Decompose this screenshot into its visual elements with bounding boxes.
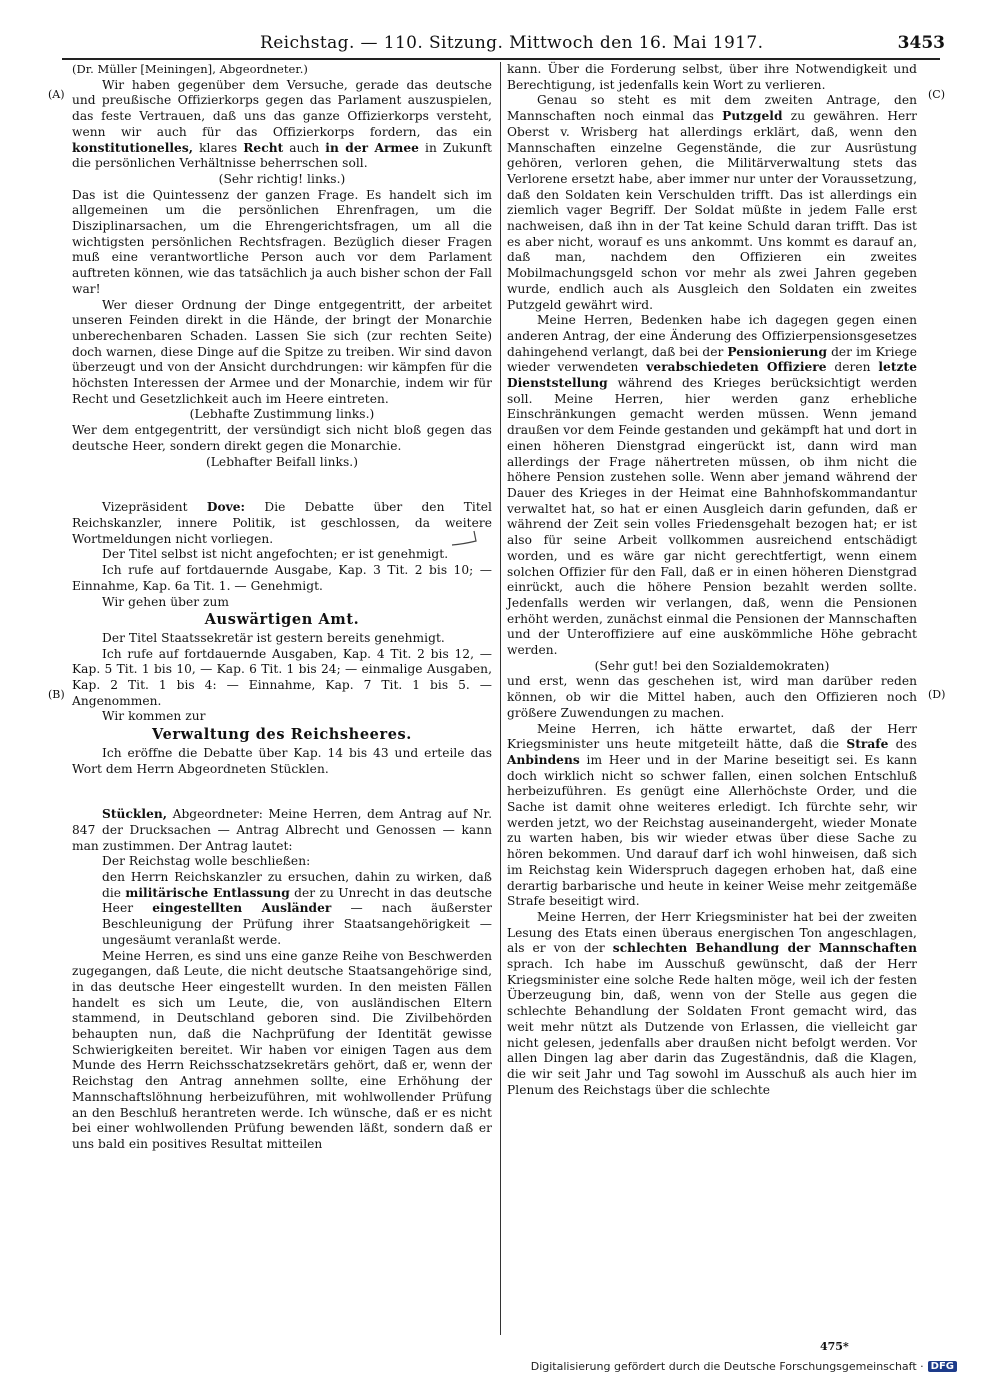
paragraph: Der Titel Staatssekretär ist gestern bereits genehmigt. (102, 630, 445, 645)
section-heading: Verwaltung des Reichsheeres. (152, 726, 412, 744)
paragraph: kann. Über die Forderung selbst, über ihre Notwendigkeit und Berechtigung, ist jedenfalls kein Wort zu verlieren. (507, 62, 917, 92)
folio-mark: 475* (820, 1340, 849, 1353)
paragraph: Meine Herren, der Herr Kriegsminister hat bei der zweiten Lesung des Etats einen überaus energischen Ton angeschlagen, als er von der schlechten Behandlung der Mannschaften sprach. Ich habe im Ausschuß gewünscht, daß der Herr Kriegsminister eine solche Rede halten möge, weil ich der festen Überzeugung bin, daß, wenn von der Stelle aus gegen die schlechte Behandlung der Soldaten Front gemacht wird, das weit mehr nützt als Dutzende von Erlassen, die vielleicht gar nicht gelesen, jedenfalls aber draußen nicht befolgt werden. Vor allen Dingen lag aber darin das Zugeständnis, daß die Klagen, die wir seit Jahr und Tag sowohl im Ausschuß als auch hier im Plenum des Reichstags über die schlechte (507, 909, 917, 1097)
paragraph: Wir gehen über zum (102, 594, 229, 609)
paragraph: Meine Herren, Bedenken habe ich dagegen gegen einen anderen Antrag, der eine Änderung des Offizierpensionsgesetzes dahingehend verlangt, daß bei der Pensionierung der im Kriege wieder verwendeten verabschiedeten Offiziere deren letzte Dienststellung während des Krieges berücksichtigt werden soll. Meine Herren, hier werden ganz erhebliche Einschränkungen gemacht werden müssen. Wenn jemand draußen vor dem Feinde gestanden und gekämpft hat und dort in einen höheren Dienstgrad eingerückt ist, dann wird man allerdings der Frage nähertreten müssen, ob ihm nicht die höhere Pension zustehen solle. Wenn aber jemand während der Dauer des Krieges in der Heimat eine Bahnhofskommandantur verwaltet hat, so hat er einen Ausgleich darin gefunden, daß er während der Zeit sein volles Friedensgehalt bezogen hat; er ist also für seine Arbeit vollkommen ausreichend entschädigt worden, und es wäre gar nicht gerechtfertigt, wenn einem solchen Offizier für den Fall, daß er in einen höheren Dienstgrad einrückt, auch die höhere Pension bezahlt werden sollte. Jedenfalls werden wir verlangen, daß, wenn die Pensionen erhöht werden, zunächst einmal die Pensionen der Mannschaften und der Unteroffiziere auf eine auskömmliche Höhe gebracht werden. (507, 313, 917, 658)
footer-text: Digitalisierung gefördert durch die Deutsche Forschungsgemeinschaft · (530, 1360, 924, 1373)
reaction-note: (Sehr gut! bei den Sozialdemokraten) (594, 658, 830, 673)
paragraph: Ich eröffne die Debatte über Kap. 14 bis 43 und erteile das Wort dem Herrn Abgeordneten Stücklen. (72, 745, 492, 776)
paragraph: Vizepräsident Dove: Die Debatte über den Titel Reichskanzler, innere Politik, ist geschlossen, da weitere Wortmeldungen nicht vorliegen. (72, 500, 493, 546)
paragraph: Ich rufe auf fortdauernde Ausgabe, Kap. 3 Tit. 2 bis 10; — Einnahme, Kap. 6a Tit. 1. — Genehmigt. (72, 563, 492, 593)
paragraph: Wer dem entgegentritt, der versündigt sich nicht bloß gegen das deutsche Heer, sondern direkt gegen die Monarchie. (72, 423, 492, 453)
header-rule (62, 58, 940, 60)
spacer (72, 470, 492, 500)
speaker-note: (Dr. Müller [Meiningen], Abgeordneter.) (72, 62, 308, 76)
funding-footer (531, 1360, 957, 1373)
paragraph: Ich rufe auf fortdauernde Ausgaben, Kap. 4 Tit. 2 bis 12, — Kap. 5 Tit. 1 bis 10, — Kap. 6 Tit. 1 bis 24; — einmalige Ausgaben, Kap. 2 Tit. 1 bis 4: — Einnahme, Kap. 7 Tit. 1 bis 5. — Angenommen. (72, 646, 492, 708)
margin-marker-b: (B) (48, 688, 65, 701)
paragraph: Der Titel selbst ist nicht angefochten; er ist genehmigt. (102, 547, 449, 562)
paragraph: Meine Herren, ich hätte erwartet, daß der Herr Kriegsminister uns heute mitgeteilt hätte, daß die Strafe des Anbindens im Heer und in der Marine beseitigt sei. Es kann doch wirklich nicht so schwer fallen, einen solchen Entschluß herbeizuführen. Es genügt eine Allerhöchste Order, und die Sache ist damit ohne weiteres erledigt. Ich fürchte sehr, wir werden jetzt, wo der Reichstag auseinandergeht, wieder Monate zu warten haben, bis wir wieder etwas über diese Sache zu hören bekommen. Und darauf darf ich wohl hinweisen, daß sich im Reichstag kein Widerspruch dagegen erhoben hat, daß eine derartig barbarische und heute in keiner Weise mehr zeitgemäße Strafe beseitigt wird. (507, 721, 918, 909)
page-number: 3453 (897, 33, 945, 53)
paragraph: Wer dieser Ordnung der Dinge entgegentritt, der arbeitet unseren Feinden direkt in die Hände, der bringt der Monarchie unberechenbaren Schaden. Lassen Sie sich (zur rechten Seite) doch warnen, diese Dinge auf die Spitze zu treiben. Wir sind davon überzeugt und von der Ansicht durchdrungen: wir kämpfen für die höchsten Interessen der Armee und der Monarchie, indem wir für Recht und Gesetzlichkeit auch im Heere eintreten. (72, 297, 492, 406)
paragraph: und erst, wenn das geschehen ist, wird man darüber reden können, ob wir die Mittel haben, auch den Offizieren noch größere Zuwendungen zu machen. (507, 674, 917, 720)
paragraph: Genau so steht es mit dem zweiten Antrage, den Mannschaften noch einmal das Putzgeld zu gewähren. Herr Oberst v. Wrisberg hat allerdings erklärt, daß, wenn den Mannschaften einzelne Gegenstände, die zur Ausrüstung gehören, verloren gehen, die Militärverwaltung stets das Verlorene ersetzt habe, aber immer nur unter der Voraussetzung, daß den Soldaten kein Verschulden trifft. Das ist allerdings ein ziemlich vager Begriff. Der Soldat müßte in jedem Falle erst nachweisen, daß ihn in der Tat keine Schuld daran trifft. Das ist es aber nicht, worauf es uns ankommt. Uns kommt es darauf an, daß man, nachdem den Offizieren ein zweites Mobilmachungsgeld schon vor mehr als zwei Jahren gegeben wurde, endlich auch als Ausgleich den Soldaten ein zweites Putzgeld gewährt wird. (507, 93, 918, 312)
paragraph: Meine Herren, es sind uns eine ganze Reihe von Beschwerden zugegangen, daß Leute, die nicht deutsche Staatsangehörige sind, in das deutsche Heer eingestellt wurden. In den meisten Fällen handelt es sich um Leute, die, von ausländischen Eltern stammend, in Deutschland geboren sind. Die Zivilbehörden behaupten nun, daß die Nachprüfung der Identität gewisse Schwierigkeiten bereitet. Wir haben vor einigen Tagen aus dem Munde des Herrn Reichsschatzsekretärs gehört, daß er, wenn der Reichstag den Antrag annehmen sollte, eine Erhöhung der Mannschaftslöhnung herbeizuführen, mit wohlwollender Prüfung an den Beschluß herantreten werde. Ich wünsche, daß er es nicht bei einer wohlwollenden Prüfung bewenden läßt, sondern daß er uns bald ein positives Resultat mitteilen (72, 948, 492, 1151)
paragraph: Das ist die Quintessenz der ganzen Frage. Es handelt sich im allgemeinen um die persönlichen Ehrenfragen, um die Disziplinarsachen, um die Ehrengerichtsfragen, um all die wichtigsten persönlichen Rechtsfragen. Bezüglich dieser Fragen muß eine verantwortliche Person auch vor dem Parlament auftreten können, wie das tatsächlich ja auch bisher schon der Fall war! (72, 187, 492, 296)
section-heading: Auswärtigen Amt. (204, 611, 360, 629)
quoted-motion: den Herrn Reichskanzler zu ersuchen, dahin zu wirken, daß die militärische Entlassung der zu Unrecht in das deutsche Heer eingestellten Ausländer — nach äußerster Beschleunigung der Prüfung ihrer Staatsangehörigkeit — ungesäumt veranlaßt werde. (102, 870, 492, 947)
margin-marker-d: (D) (928, 688, 946, 701)
paragraph: Wir haben gegenüber dem Versuche, gerade das deutsche und preußische Offizierkorps gegen das Parlament auszuspielen, das feste Vertrauen, daß uns das ganze Offizierkorps versteht, wenn wir auch für das Offizierkorps fordern, das ein konstitutionelles, klares Recht auch in der Armee in Zukunft die persönlichen Verhältnisse beherrschen soll. (72, 77, 493, 171)
margin-marker-a: (A) (48, 88, 65, 101)
spacer (72, 777, 492, 807)
running-title: Reichstag. — 110. Sitzung. Mittwoch den 16. Mai 1917. (260, 33, 764, 53)
margin-marker-c: (C) (928, 88, 945, 101)
reaction-note: (Lebhafter Beifall links.) (205, 454, 359, 469)
reaction-note: (Sehr richtig! links.) (218, 171, 346, 186)
column-divider (500, 62, 501, 1335)
paragraph: Wir kommen zur (102, 709, 206, 724)
paragraph: Stücklen, Abgeordneter: Meine Herren, dem Antrag auf Nr. 847 der Drucksachen — Antrag Albrecht und Genossen — kann man zustimmen. Der Antrag lautet: (72, 807, 492, 853)
right-column (507, 62, 917, 1098)
left-column (72, 62, 492, 1153)
reaction-note: (Lebhafte Zustimmung links.) (189, 407, 375, 422)
quoted-motion: Der Reichstag wolle beschließen: (102, 854, 311, 869)
dfg-logo: DFG (928, 1361, 957, 1372)
